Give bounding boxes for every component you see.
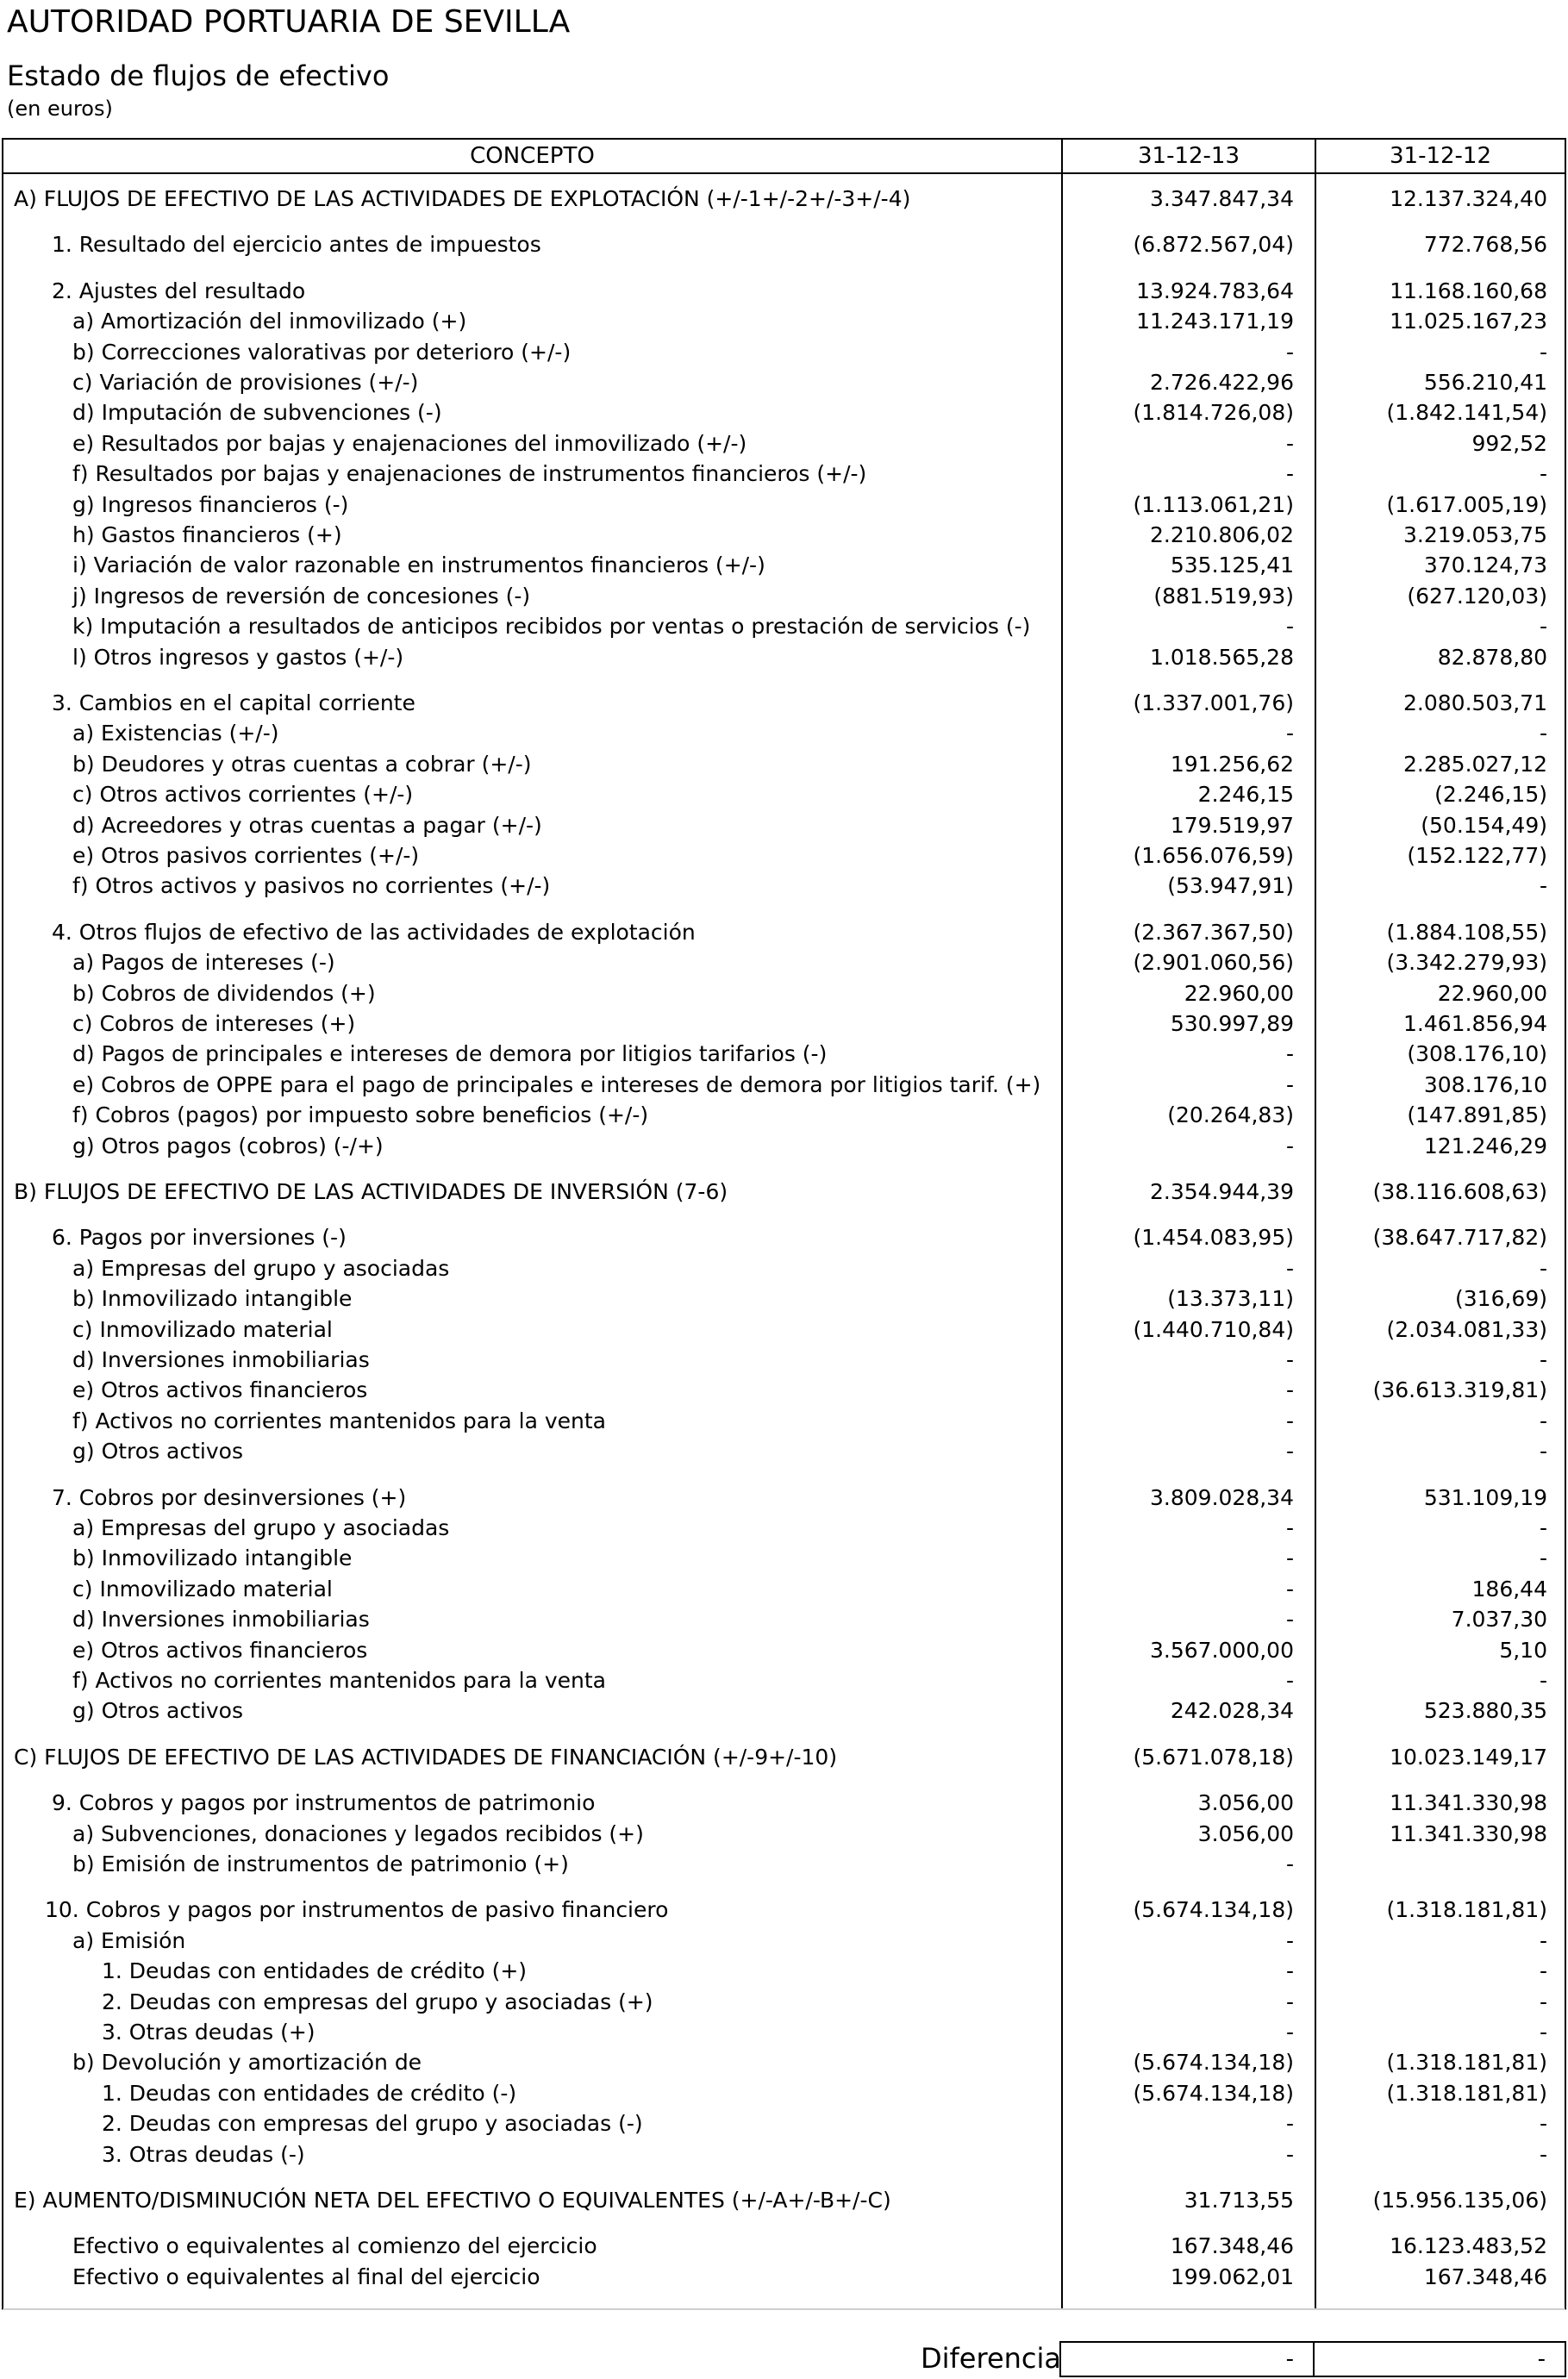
row-value-2012: (1.617.005,19) <box>1386 491 1547 517</box>
row-value-2012: - <box>1539 721 1547 746</box>
row-label: 1. Resultado del ejercicio antes de impuestos <box>52 232 541 258</box>
table-row <box>3 1636 1565 1665</box>
row-label: c) Inmovilizado material <box>72 1576 333 1602</box>
column-header-concepto: CONCEPTO <box>470 143 595 169</box>
row-label: g) Otros activos <box>72 1698 243 1724</box>
row-label: d) Pagos de principales e intereses de demora por litigios tarifarios (-) <box>72 1041 828 1067</box>
table-row <box>3 1254 1565 1283</box>
row-value-2013: 191.256,62 <box>1170 751 1294 777</box>
table-row <box>3 1850 1565 1879</box>
row-value-2012: 3.219.053,75 <box>1403 522 1547 547</box>
row-label: d) Imputación de subvenciones (-) <box>72 400 442 426</box>
row-label: e) Resultados por bajas y enajenaciones del inmovilizado (+/-) <box>72 430 747 456</box>
row-label: d) Inversiones inmobiliarias <box>72 1347 370 1372</box>
row-value-2012: 16.123.483,52 <box>1390 2233 1547 2259</box>
row-value-2013: - <box>1285 1851 1294 1876</box>
row-label: c) Inmovilizado material <box>72 1316 333 1342</box>
table-row <box>3 841 1565 871</box>
row-value-2012: - <box>1539 1927 1547 1953</box>
table-row <box>3 307 1565 336</box>
row-value-2013: (1.440.710,84) <box>1133 1316 1294 1342</box>
row-value-2013: 199.062,01 <box>1170 2263 1294 2289</box>
table-row <box>3 719 1565 748</box>
row-label: b) Inmovilizado intangible <box>72 1286 353 1312</box>
statement-title: Estado de flujos de efectivo <box>7 59 390 92</box>
row-value-2012: 11.025.167,23 <box>1390 309 1547 334</box>
row-value-2012: (50.154,49) <box>1421 812 1547 838</box>
row-value-2012: - <box>1539 873 1547 899</box>
row-label: B) FLUJOS DE EFECTIVO DE LAS ACTIVIDADES DE INVERSIÓN (7-6) <box>14 1179 728 1204</box>
table-row <box>3 1895 1565 1925</box>
row-value-2012: 22.960,00 <box>1437 980 1547 1006</box>
row-value-2013: (2.901.060,56) <box>1133 950 1294 976</box>
row-label: A) FLUJOS DE EFECTIVO DE LAS ACTIVIDADES DE EXPLOTACIÓN (+/-1+/-2+/-3+/-4) <box>14 186 911 211</box>
row-value-2013: (53.947,91) <box>1167 873 1294 899</box>
row-value-2012: (38.647.717,82) <box>1372 1225 1547 1251</box>
row-value-2013: - <box>1285 1071 1294 1097</box>
table-row <box>3 1407 1565 1436</box>
row-label: 2. Deudas con empresas del grupo y asociadas (+) <box>102 1989 653 2014</box>
row-value-2013: 2.354.944,39 <box>1150 1179 1294 1204</box>
row-label: c) Variación de provisiones (+/-) <box>72 370 419 395</box>
row-value-2012: 992,52 <box>1471 430 1547 456</box>
row-value-2012: (36.613.319,81) <box>1372 1377 1547 1403</box>
row-value-2013: 2.246,15 <box>1197 782 1294 808</box>
row-value-2013: - <box>1285 1347 1294 1372</box>
row-label: 3. Otras deudas (-) <box>102 2141 305 2167</box>
row-value-2013: (6.872.567,04) <box>1133 232 1294 258</box>
table-row <box>3 918 1565 947</box>
row-value-2012: 556.210,41 <box>1423 370 1547 395</box>
row-label: f) Cobros (pagos) por impuesto sobre beneficios (+/-) <box>72 1102 649 1128</box>
table-row <box>3 1101 1565 1130</box>
row-value-2012: 167.348,46 <box>1423 2263 1547 2289</box>
row-value-2013: - <box>1285 614 1294 640</box>
cash-flow-table <box>2 138 1566 2310</box>
row-value-2013: - <box>1285 1989 1294 2014</box>
row-value-2013: 11.243.171,19 <box>1136 309 1294 334</box>
row-value-2012: - <box>1539 2020 1547 2045</box>
row-value-2012: (152.122,77) <box>1407 843 1547 868</box>
table-row <box>3 429 1565 459</box>
row-value-2013: 1.018.565,28 <box>1150 644 1294 670</box>
row-label: a) Empresas del grupo y asociadas <box>72 1255 450 1281</box>
row-label: c) Otros activos corrientes (+/-) <box>72 782 414 808</box>
row-value-2013: (1.337.001,76) <box>1133 690 1294 715</box>
row-value-2013: - <box>1285 461 1294 487</box>
row-label: Efectivo o equivalentes al final del ejercicio <box>72 2263 540 2289</box>
table-row <box>3 1957 1565 1986</box>
row-value-2013: - <box>1285 1133 1294 1158</box>
row-value-2012: - <box>1539 1347 1547 1372</box>
row-value-2013: - <box>1285 1958 1294 1984</box>
row-label: a) Amortización del inmovilizado (+) <box>72 309 467 334</box>
row-value-2013: 3.809.028,34 <box>1150 1484 1294 1510</box>
row-value-2012: 5,10 <box>1499 1637 1547 1663</box>
table-row <box>3 1696 1565 1726</box>
table-row <box>3 2140 1565 2170</box>
table-row <box>3 643 1565 672</box>
table-row <box>3 1926 1565 1956</box>
row-value-2013: (2.367.367,50) <box>1133 919 1294 945</box>
table-row <box>3 398 1565 428</box>
table-row <box>3 1223 1565 1252</box>
row-value-2012: (147.891,85) <box>1407 1102 1547 1128</box>
row-value-2012: - <box>1539 1408 1547 1433</box>
row-value-2013: - <box>1285 2141 1294 2167</box>
row-label: l) Otros ingresos y gastos (+/-) <box>72 644 404 670</box>
diferencia-value-2012: - <box>1313 2341 1566 2377</box>
row-value-2012: - <box>1539 1958 1547 1984</box>
row-value-2013: (5.674.134,18) <box>1133 2050 1294 2076</box>
row-value-2012: (2.034.081,33) <box>1386 1316 1547 1342</box>
row-label: c) Cobros de intereses (+) <box>72 1011 356 1036</box>
row-label: b) Inmovilizado intangible <box>72 1545 353 1571</box>
row-value-2013: - <box>1285 1515 1294 1540</box>
table-row <box>3 1575 1565 1604</box>
row-label: e) Cobros de OPPE para el pago de principales e intereses de demora por litigios tarif. (+) <box>72 1071 1041 1097</box>
table-row <box>3 2048 1565 2077</box>
table-row <box>3 1315 1565 1345</box>
row-value-2012: - <box>1539 1989 1547 2014</box>
row-value-2012: 7.037,30 <box>1451 1607 1547 1633</box>
row-value-2012: (316,69) <box>1455 1286 1547 1312</box>
table-row <box>3 1789 1565 1818</box>
row-value-2012: (38.116.608,63) <box>1372 1179 1547 1204</box>
row-value-2012: - <box>1539 1668 1547 1693</box>
row-value-2012: 772.768,56 <box>1423 232 1547 258</box>
row-label: 2. Ajustes del resultado <box>52 278 306 303</box>
table-row <box>3 780 1565 809</box>
row-value-2013: (1.113.061,21) <box>1133 491 1294 517</box>
row-value-2013: - <box>1285 2020 1294 2045</box>
row-value-2012: 370.124,73 <box>1423 553 1547 578</box>
row-label: 1. Deudas con entidades de crédito (+) <box>102 1958 528 1984</box>
row-value-2013: (1.814.726,08) <box>1133 400 1294 426</box>
row-value-2012: (1.318.181,81) <box>1386 2050 1547 2076</box>
table-row <box>3 1820 1565 1849</box>
row-value-2012: (1.884.108,55) <box>1386 919 1547 945</box>
row-value-2013: - <box>1285 2111 1294 2137</box>
table-row <box>3 1988 1565 2017</box>
row-value-2013: 3.567.000,00 <box>1150 1637 1294 1663</box>
row-value-2012: (1.842.141,54) <box>1386 400 1547 426</box>
table-row <box>3 1132 1565 1161</box>
row-value-2013: 242.028,34 <box>1170 1698 1294 1724</box>
row-value-2012: - <box>1539 1439 1547 1464</box>
row-label: C) FLUJOS DE EFECTIVO DE LAS ACTIVIDADES DE FINANCIACIÓN (+/-9+/-10) <box>14 1744 838 1770</box>
row-value-2013: - <box>1285 1439 1294 1464</box>
row-value-2012: (1.318.181,81) <box>1386 2080 1547 2106</box>
row-value-2013: (5.674.134,18) <box>1133 2080 1294 2106</box>
row-label: a) Empresas del grupo y asociadas <box>72 1515 450 1540</box>
row-value-2012: - <box>1539 1255 1547 1281</box>
table-row <box>3 1009 1565 1039</box>
row-value-2012: 121.246,29 <box>1423 1133 1547 1158</box>
row-value-2012: 11.168.160,68 <box>1390 278 1547 303</box>
row-label: a) Existencias (+/-) <box>72 721 279 746</box>
row-value-2013: - <box>1285 1041 1294 1067</box>
row-value-2012: - <box>1539 1515 1547 1540</box>
row-value-2013: - <box>1285 339 1294 365</box>
row-value-2012: (1.318.181,81) <box>1386 1897 1547 1923</box>
row-label: 3. Otras deudas (+) <box>102 2020 315 2045</box>
row-value-2013: 22.960,00 <box>1184 980 1294 1006</box>
row-value-2012: (627.120,03) <box>1407 583 1547 609</box>
row-label: f) Activos no corrientes mantenidos para la venta <box>72 1408 607 1433</box>
row-value-2013: (5.671.078,18) <box>1133 1744 1294 1770</box>
row-value-2013: - <box>1285 721 1294 746</box>
row-label: b) Deudores y otras cuentas a cobrar (+/-) <box>72 751 532 777</box>
row-value-2013: - <box>1285 1607 1294 1633</box>
row-value-2012: 308.176,10 <box>1423 1071 1547 1097</box>
row-label: 7. Cobros por desinversiones (+) <box>52 1484 407 1510</box>
row-label: a) Subvenciones, donaciones y legados recibidos (+) <box>72 1820 644 1846</box>
row-label: h) Gastos financieros (+) <box>72 522 342 547</box>
row-value-2013: - <box>1285 1668 1294 1693</box>
row-label: d) Inversiones inmobiliarias <box>72 1607 370 1633</box>
table-row <box>3 2232 1565 2261</box>
row-value-2013: 3.347.847,34 <box>1150 186 1294 211</box>
row-label: b) Devolución y amortización de <box>72 2050 422 2076</box>
table-row <box>3 1544 1565 1573</box>
row-value-2012: - <box>1539 2141 1547 2167</box>
column-header-2012: 31-12-12 <box>1389 143 1491 169</box>
row-label: e) Otros activos financieros <box>72 1377 368 1403</box>
table-row <box>3 368 1565 397</box>
row-label: 2. Deudas con empresas del grupo y asociadas (-) <box>102 2111 643 2137</box>
row-value-2013: - <box>1285 1927 1294 1953</box>
table-row <box>3 1666 1565 1695</box>
row-label: b) Cobros de dividendos (+) <box>72 980 376 1006</box>
row-value-2012: (3.342.279,93) <box>1386 950 1547 976</box>
table-row <box>3 1071 1565 1100</box>
page-title: AUTORIDAD PORTUARIA DE SEVILLA <box>7 4 571 40</box>
table-row <box>3 277 1565 306</box>
row-label: a) Pagos de intereses (-) <box>72 950 335 976</box>
row-value-2012: 523.880,35 <box>1423 1698 1547 1724</box>
row-value-2013: 2.210.806,02 <box>1150 522 1294 547</box>
row-label: e) Otros activos financieros <box>72 1637 368 1663</box>
row-value-2012: 11.341.330,98 <box>1390 1820 1547 1846</box>
row-label: k) Imputación a resultados de anticipos recibidos por ventas o prestación de servicios (-) <box>72 614 1031 640</box>
row-label: b) Correcciones valorativas por deterioro (+/-) <box>72 339 572 365</box>
row-value-2013: 13.924.783,64 <box>1136 278 1294 303</box>
table-row <box>3 2079 1565 2108</box>
row-value-2012: - <box>1539 339 1547 365</box>
table-row <box>3 2263 1565 2292</box>
row-value-2012: - <box>1539 461 1547 487</box>
row-value-2012: - <box>1539 2111 1547 2137</box>
row-label: 4. Otros flujos de efectivo de las actividades de explotación <box>52 919 696 945</box>
table-row <box>3 338 1565 367</box>
row-value-2013: (881.519,93) <box>1153 583 1294 609</box>
row-value-2013: - <box>1285 1255 1294 1281</box>
table-row <box>3 582 1565 611</box>
table-row <box>3 1743 1565 1772</box>
table-row <box>3 1483 1565 1513</box>
table-row <box>3 2018 1565 2047</box>
row-value-2013: 2.726.422,96 <box>1150 370 1294 395</box>
table-row <box>3 459 1565 489</box>
table-row <box>3 184 1565 214</box>
table-row <box>3 948 1565 977</box>
row-label: g) Otros pagos (cobros) (-/+) <box>72 1133 384 1158</box>
row-label: a) Emisión <box>72 1927 186 1953</box>
row-value-2013: 3.056,00 <box>1197 1820 1294 1846</box>
row-value-2012: 12.137.324,40 <box>1390 186 1547 211</box>
table-row <box>3 1437 1565 1466</box>
table-row <box>3 551 1565 580</box>
row-value-2013: (5.674.134,18) <box>1133 1897 1294 1923</box>
table-row <box>3 490 1565 520</box>
row-label: 10. Cobros y pagos por instrumentos de pasivo financiero <box>45 1897 669 1923</box>
row-label: E) AUMENTO/DISMINUCIÓN NETA DEL EFECTIVO O EQUIVALENTES (+/-A+/-B+/-C) <box>14 2188 891 2213</box>
row-label: e) Otros pasivos corrientes (+/-) <box>72 843 420 868</box>
row-value-2013: - <box>1285 430 1294 456</box>
table-row <box>3 750 1565 779</box>
row-value-2013: (1.454.083,95) <box>1133 1225 1294 1251</box>
row-value-2012: 1.461.856,94 <box>1403 1011 1547 1036</box>
row-value-2013: (13.373,11) <box>1167 1286 1294 1312</box>
row-label: d) Acreedores y otras cuentas a pagar (+/-) <box>72 812 542 838</box>
row-label: g) Ingresos financieros (-) <box>72 491 349 517</box>
row-label: j) Ingresos de reversión de concesiones (-) <box>72 583 531 609</box>
row-label: Efectivo o equivalentes al comienzo del ejercicio <box>72 2233 597 2259</box>
row-value-2013: 3.056,00 <box>1197 1790 1294 1816</box>
row-value-2013: - <box>1285 1545 1294 1571</box>
table-row <box>3 2186 1565 2215</box>
row-value-2012: (15.956.135,06) <box>1372 2188 1547 2213</box>
row-value-2012: 531.109,19 <box>1423 1484 1547 1510</box>
table-row <box>3 2109 1565 2139</box>
diferencia-label: Diferencia <box>921 2342 1061 2375</box>
table-row <box>3 1177 1565 1207</box>
table-row <box>3 871 1565 901</box>
row-value-2012: - <box>1539 614 1547 640</box>
row-label: f) Otros activos y pasivos no corrientes (+/-) <box>72 873 551 899</box>
row-value-2012: 82.878,80 <box>1437 644 1547 670</box>
row-value-2013: 31.713,55 <box>1184 2188 1294 2213</box>
row-value-2012: 11.341.330,98 <box>1390 1790 1547 1816</box>
row-label: f) Resultados por bajas y enajenaciones de instrumentos financieros (+/-) <box>72 461 867 487</box>
row-label: 9. Cobros y pagos por instrumentos de patrimonio <box>52 1790 596 1816</box>
table-row <box>3 811 1565 840</box>
row-value-2012: - <box>1539 1545 1547 1571</box>
row-value-2013: (1.656.076,59) <box>1133 843 1294 868</box>
table-body <box>3 174 1565 2308</box>
table-row <box>3 230 1565 259</box>
table-row <box>3 1514 1565 1543</box>
row-value-2012: (2.246,15) <box>1434 782 1547 808</box>
row-value-2012: 10.023.149,17 <box>1390 1744 1547 1770</box>
row-value-2012: 2.285.027,12 <box>1403 751 1547 777</box>
table-row <box>3 521 1565 550</box>
table-row <box>3 1040 1565 1069</box>
table-row <box>3 979 1565 1008</box>
row-label: f) Activos no corrientes mantenidos para la venta <box>72 1668 607 1693</box>
row-value-2012: 186,44 <box>1471 1576 1547 1602</box>
table-row <box>3 1346 1565 1375</box>
column-header-2013: 31-12-13 <box>1137 143 1240 169</box>
table-row <box>3 689 1565 718</box>
table-row <box>3 1376 1565 1405</box>
diferencia-value-2013: - <box>1059 2341 1315 2377</box>
row-value-2013: - <box>1285 1377 1294 1403</box>
row-label: 3. Cambios en el capital corriente <box>52 690 415 715</box>
row-value-2012: (308.176,10) <box>1407 1041 1547 1067</box>
table-row <box>3 612 1565 641</box>
table-row <box>3 1605 1565 1634</box>
row-label: i) Variación de valor razonable en instrumentos financieros (+/-) <box>72 553 765 578</box>
row-value-2013: 179.519,97 <box>1170 812 1294 838</box>
row-value-2013: - <box>1285 1576 1294 1602</box>
row-value-2013: - <box>1285 1408 1294 1433</box>
row-label: 1. Deudas con entidades de crédito (-) <box>102 2080 517 2106</box>
units-note: (en euros) <box>7 97 113 121</box>
row-label: b) Emisión de instrumentos de patrimonio (+) <box>72 1851 569 1876</box>
row-label: g) Otros activos <box>72 1439 243 1464</box>
row-label: 6. Pagos por inversiones (-) <box>52 1225 347 1251</box>
table-row <box>3 1284 1565 1314</box>
row-value-2013: 535.125,41 <box>1170 553 1294 578</box>
row-value-2012: 2.080.503,71 <box>1403 690 1547 715</box>
row-value-2013: 167.348,46 <box>1170 2233 1294 2259</box>
row-value-2013: (20.264,83) <box>1167 1102 1294 1128</box>
row-value-2013: 530.997,89 <box>1170 1011 1294 1036</box>
